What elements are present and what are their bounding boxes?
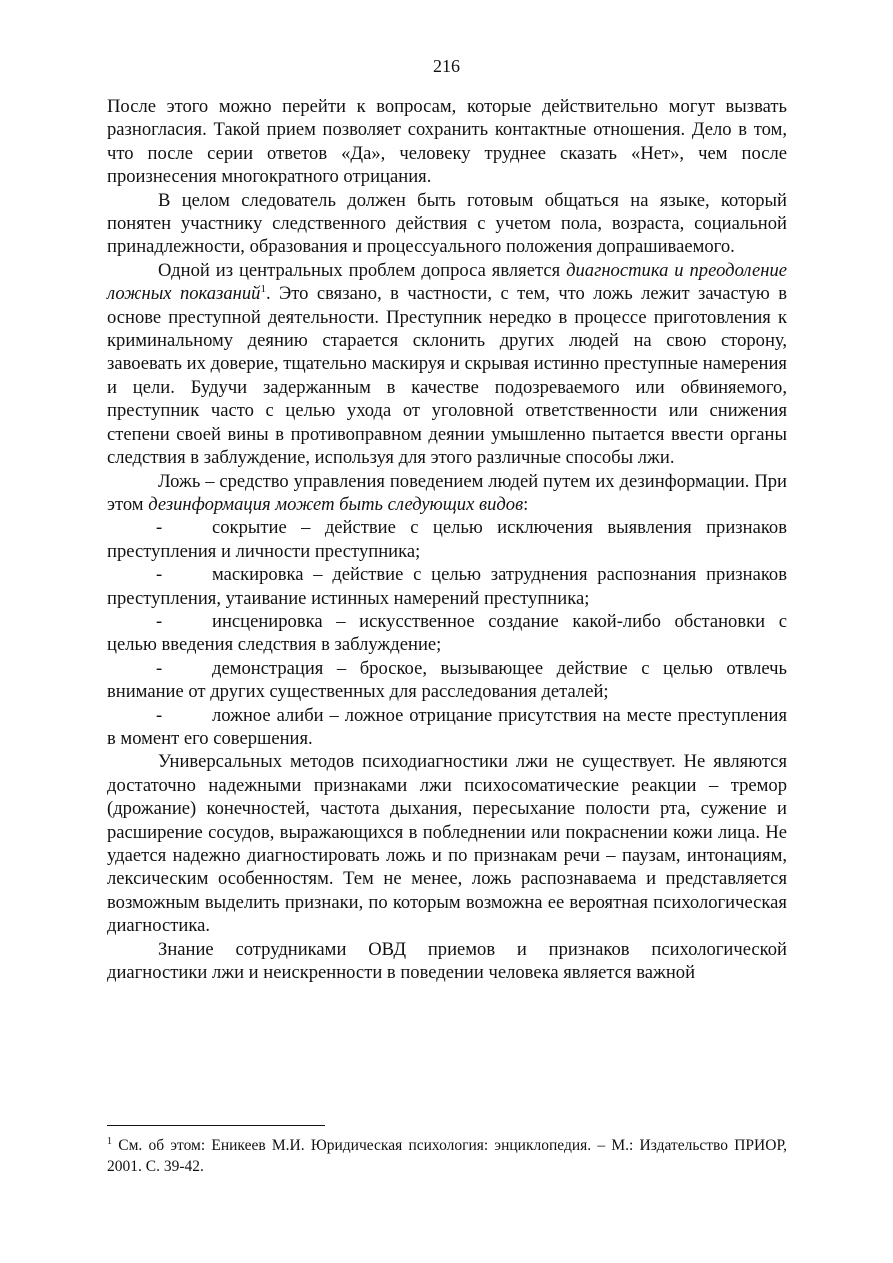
list-dash: -	[156, 704, 163, 726]
list-item-text: демонстрация – броское, вызывающее действие с целью отвлечь внимание от других существенных для расследования деталей;	[107, 657, 787, 703]
paragraph-3-start: Одной из центральных проблем допроса является	[158, 259, 567, 281]
paragraph-4-end: :	[523, 493, 529, 515]
list-dash: -	[156, 564, 163, 586]
list-item	[107, 516, 787, 563]
footnote-separator	[107, 1125, 325, 1126]
list-dash: -	[156, 657, 163, 679]
list-item-text: сокрытие – действие с целью исключения выявления признаков преступления и личности преступника;	[107, 517, 787, 562]
footnote-reference: 1	[260, 283, 266, 296]
list-item-text: ложное алиби – ложное отрицание присутствия на месте преступления в момент его совершения.	[107, 704, 787, 749]
list-dash: -	[156, 517, 163, 539]
paragraph-4-start: Ложь – средство управления поведением людей путем их дезинформации. При этом	[107, 470, 787, 515]
paragraph-3-rest: . Это связано, в частности, с тем, что ложь лежит зачастую в основе преступной деятельности. Преступник нередко в процессе приготовления к криминальному деянию старается склонить других людей на свою сторону, завоевать их доверие, тщательно маскируя и скрывая истинно преступные намерения и цели. Будучи задержанным в качестве подозреваемого или обвиняемого, преступник часто с целью ухода от уголовной ответственности или снижения степени своей вины в противоправном деянии умышленно пытается ввести органы следствия в заблуждение, используя для этого различные способы лжи.	[107, 283, 787, 469]
paragraph-6: Знание сотрудниками ОВД приемов и признаков психологической диагностики лжи и неискренности в поведении человека является важной	[107, 938, 787, 984]
paragraph-2: В целом следователь должен быть готовым общаться на языке, который понятен участнику следственного действия с учетом пола, возраста, социальной принадлежности, образования и процессуального положения допрашиваемого.	[107, 189, 787, 258]
paragraph-4	[107, 470, 787, 517]
paragraph-5: Универсальных методов психодиагностики лжи не существует. Не являются достаточно надежными признаками лжи психосоматические реакции – тремор (дрожание) конечностей, частота дыхания, пересыхание полости рта, сужение и расширение сосудов, выражающихся в побледнении или покраснении кожи лица. Не удается надежно диагностировать ложь и по признакам речи – паузам, интонациям, лексическим особенностям. Тем не менее, ложь распознаваема и представляется возможным выделить признаки, по которым возможна ее вероятная психологическая диагностика.	[107, 751, 787, 937]
page-number: 216	[433, 56, 460, 76]
list-item-text: инсценировка – искусственное создание какой-либо обстановки с целью введения следствия в заблуждение;	[107, 610, 787, 656]
list-item	[107, 704, 787, 751]
paragraph-1: После этого можно перейти к вопросам, которые действительно могут вызвать разногласия. Такой прием позволяет сохранить контактные отношения. Дело в том, что после серии ответов «Да», человеку труднее сказать «Нет», чем после произнесения многократного отрицания.	[107, 96, 787, 188]
footnote-text: См. об этом: Еникеев М.И. Юридическая психология: энциклопедия. – М.: Издательство ПРИОР, 2001. С. 39-42.	[107, 1137, 787, 1175]
list-dash: -	[156, 610, 163, 632]
footnote	[107, 1135, 787, 1177]
footnote-mark: 1	[107, 1135, 112, 1147]
page-body	[107, 95, 787, 984]
paragraph-3	[107, 259, 787, 470]
paragraph-3-italic: диагностика и преодоление ложных показаний	[107, 259, 787, 305]
list-item	[107, 563, 787, 610]
list-item	[107, 610, 787, 657]
list-item-text: маскировка – действие с целью затруднения распознания признаков преступления, утаивание истинных намерений преступника;	[107, 564, 787, 609]
deception-types-list	[107, 516, 787, 750]
list-item	[107, 657, 787, 704]
paragraph-4-italic: дезинформация может быть следующих видов	[148, 493, 524, 515]
